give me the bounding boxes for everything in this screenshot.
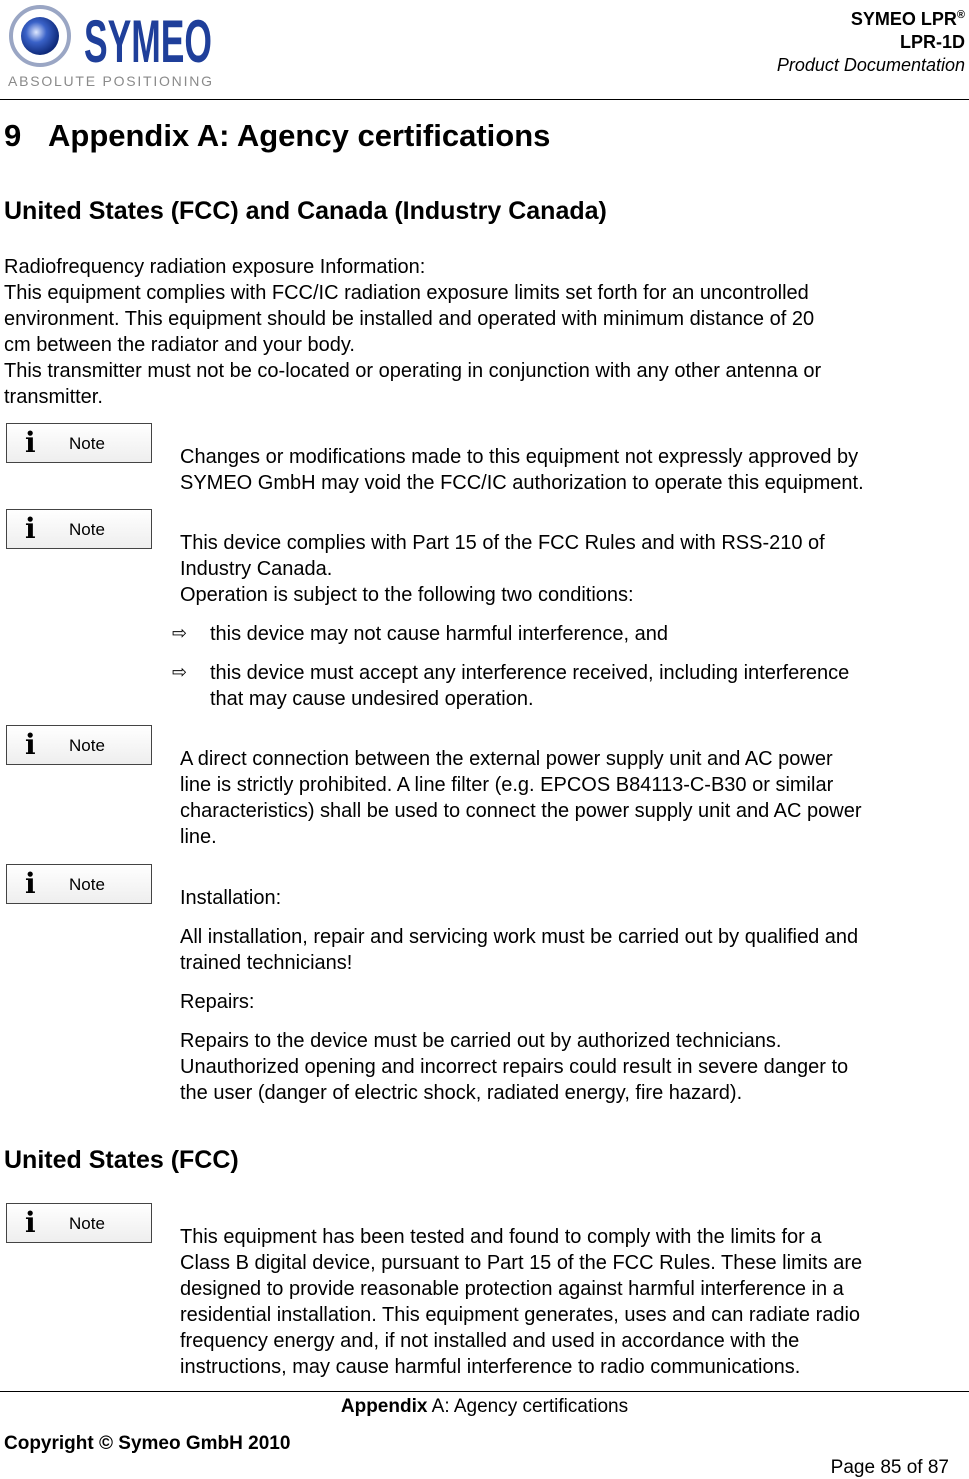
note-label: Note [69, 434, 105, 453]
note-icon [6, 509, 152, 549]
text-line: line. [180, 826, 217, 848]
page-number: Page 85 of 87 [830, 1457, 949, 1478]
text-line: A direct connection between the external power supply unit and AC power [180, 748, 833, 770]
info-icon: i [25, 867, 36, 900]
text-line: This device complies with Part 15 of the FCC Rules and with RSS-210 of [180, 532, 825, 554]
symeo-logo [6, 4, 216, 90]
text-line: All installation, repair and servicing work must be carried out by qualified and [180, 926, 859, 948]
repairs-heading: Repairs: [180, 991, 255, 1013]
text-line: Radiofrequency radiation exposure Information: [4, 256, 426, 278]
note-text-class-b [180, 1224, 965, 1380]
logo-tagline: ABSOLUTE POSITIONING [8, 73, 212, 89]
installation-heading: Installation: [180, 887, 282, 909]
info-icon: i [25, 426, 36, 459]
note-icon [6, 423, 152, 463]
intro-paragraph [4, 254, 965, 410]
text-line: the user (danger of electric shock, radiated energy, fire hazard). [180, 1082, 743, 1104]
note-text-power-supply [180, 746, 965, 850]
note-label: Note [69, 736, 105, 755]
info-icon: i [25, 512, 36, 545]
text-line: environment. This equipment should be installed and operated with minimum distance of 20 [4, 308, 815, 330]
text-line: Operation is subject to the following two conditions: [180, 584, 634, 606]
product-name: SYMEO LPR® [850, 9, 965, 29]
text-line: cm between the radiator and your body. [4, 334, 355, 356]
header-product-info [777, 4, 965, 77]
note-label: Note [69, 875, 105, 894]
text-line: residential installation. This equipment generates, uses and can radiate radio [180, 1304, 861, 1326]
arrow-bullet-icon: ⇨ [172, 662, 188, 683]
text-line: SYMEO GmbH may void the FCC/IC authorization to operate this equipment. [180, 472, 864, 494]
repairs-text [180, 1028, 965, 1106]
note-text-part15 [180, 530, 965, 608]
header-divider [0, 99, 969, 100]
chapter-title-text: Appendix A: Agency certifications [48, 118, 551, 153]
text-line: line is strictly prohibited. A line filter (e.g. EPCOS B84113-C-B30 or similar [180, 774, 834, 796]
text-line: This transmitter must not be co-located or operating in conjunction with any other antenna or [4, 360, 822, 382]
footer-section-rest: A: Agency certifications [427, 1396, 629, 1417]
product-model: LPR-1D [899, 32, 965, 52]
footer-section-bold: Appendix [340, 1396, 428, 1417]
footer-copyright: Copyright © Symeo GmbH 2010 [4, 1433, 291, 1454]
note-text-modifications [180, 444, 965, 496]
installation-text [180, 924, 965, 976]
info-icon: i [25, 1206, 36, 1239]
text-line: characteristics) shall be used to connect the power supply unit and AC power [180, 800, 862, 822]
note-label: Note [69, 520, 105, 539]
chapter-number: 9 [4, 118, 22, 153]
text-line: Changes or modifications made to this equipment not expressly approved by [180, 446, 859, 468]
section-heading-fcc-ic: United States (FCC) and Canada (Industry Canada) [4, 197, 607, 225]
note-icon [6, 1203, 152, 1243]
text-line: Unauthorized opening and incorrect repairs could result in severe danger to [180, 1056, 849, 1078]
note-label: Note [69, 1214, 105, 1233]
text-line: designed to provide reasonable protection against harmful interference in a [180, 1278, 844, 1300]
list-item-text: that may cause undesired operation. [210, 688, 534, 710]
info-icon: i [25, 728, 36, 761]
text-line: transmitter. [4, 386, 103, 408]
chapter-title [4, 118, 550, 154]
document-type: Product Documentation [776, 55, 965, 75]
text-line: trained technicians! [180, 952, 353, 974]
note-icon [6, 864, 152, 904]
text-line: Repairs to the device must be carried out by authorized technicians. [180, 1030, 782, 1052]
arrow-bullet-icon: ⇨ [172, 623, 188, 644]
text-line: instructions, may cause harmful interference to radio communications. [180, 1356, 801, 1378]
text-line: Class B digital device, pursuant to Part 15 of the FCC Rules. These limits are [180, 1252, 863, 1274]
text-line: This equipment has been tested and found to comply with the limits for a [180, 1226, 822, 1248]
footer-section-title [0, 1396, 969, 1418]
note-icon [6, 725, 152, 765]
text-line: This equipment complies with FCC/IC radiation exposure limits set forth for an uncontrolled [4, 282, 809, 304]
registered-mark: ® [956, 9, 965, 21]
list-item-text: this device must accept any interference received, including interference [210, 662, 850, 684]
section-heading-fcc: United States (FCC) [4, 1146, 239, 1174]
logo-wordmark: SYMEO [84, 8, 212, 75]
text-line: frequency energy and, if not installed and used in accordance with the [180, 1330, 800, 1352]
text-line: Industry Canada. [180, 558, 333, 580]
symeo-logo-graphic [6, 4, 216, 90]
footer-divider [0, 1391, 969, 1392]
list-item-text: this device may not cause harmful interference, and [210, 623, 669, 645]
